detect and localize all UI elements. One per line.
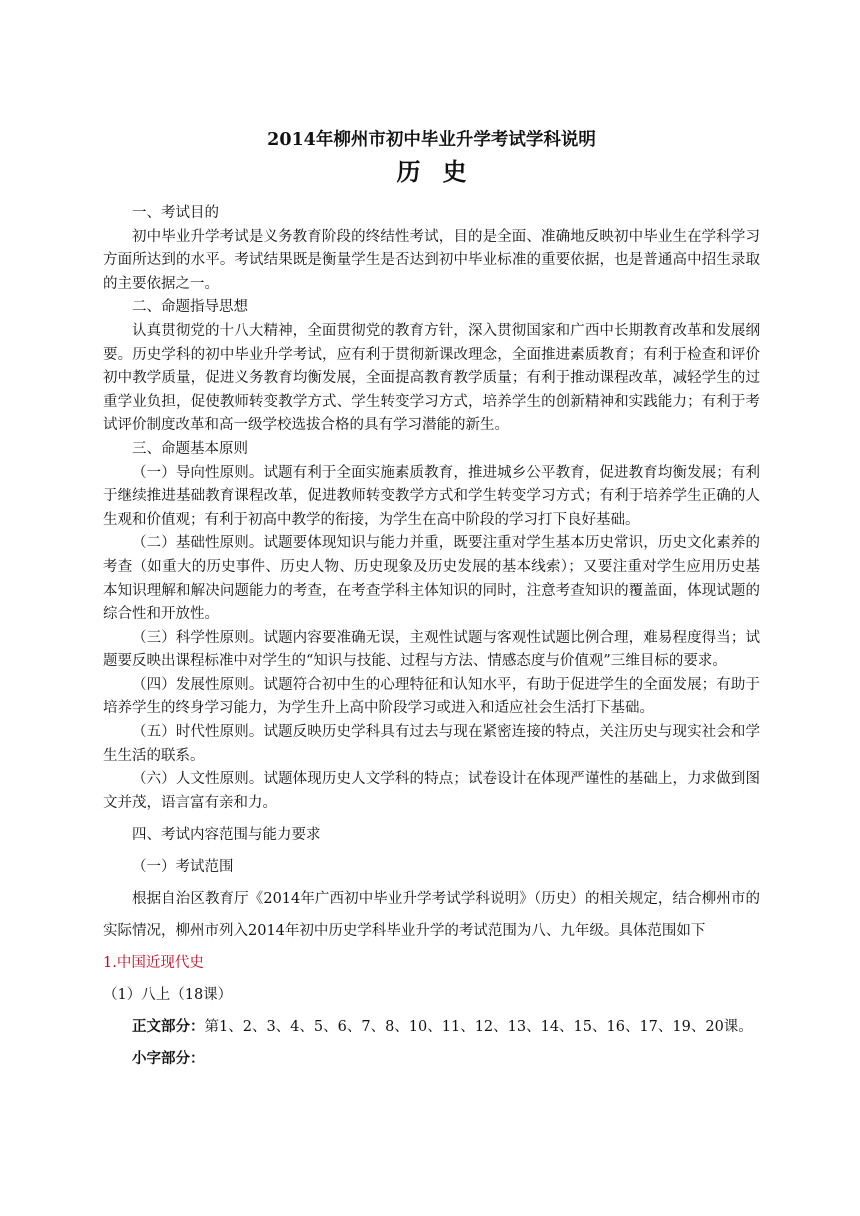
principle-basic: （二）基础性原则。试题要体现知识与能力并重，既要注重对学生基本历史常识，历史文化素养的考查（如重大的历史事件、历史人物、历史现象及历史发展的基本线索）；又要注重对学生应用历史基本知识理解和解决问题能力的考查，在考查学科主体知识的同时，注意考查知识的覆盖面，体现试题的综合性和开放性。 (103, 535, 760, 623)
main-text-lessons: 第1、2、3、4、5、6、7、8、10、11、12、13、14、15、16、17、19、20课。 (204, 1019, 753, 1036)
modern-chinese-history-heading: 1.中国近现代史 (103, 955, 204, 972)
subject-title: 历史 (396, 157, 489, 186)
section-1-heading: 一、考试目的 (132, 205, 219, 221)
section-4-paragraph: 根据自治区教育厅《2014年广西初中毕业升学考试学科说明》（历史）的相关规定，结合柳州市的实际情况，柳州市列入2014年初中历史学科毕业升学的考试范围为八、九年级。具体范围如下 (103, 891, 760, 940)
principle-guidance: （一）导向性原则。试题有利于全面实施素质教育，推进城乡公平教育，促进教育均衡发展；有利于继续推进基础教育课程改革，促进教师转变教学方式和学生转变学习方式；有利于培养学生正确的人生观和价值观；有利于初高中教学的衔接，为学生在高中阶段的学习打下良好基础。 (103, 464, 760, 528)
section-2-heading: 二、命题指导思想 (132, 299, 248, 316)
main-text-label: 正文部分： (132, 1018, 205, 1036)
main-text-line (103, 1011, 760, 1043)
section-4-heading: 四、考试内容范围与能力要求 (132, 827, 321, 844)
small-text-line (103, 1043, 760, 1075)
document-body (103, 126, 760, 1075)
principle-development: （四）发展性原则。试题符合初中生的心理特征和认知水平，有助于促进学生的全面发展；有助于培养学生的终身学习能力，为学生升上高中阶段学习或进入和适应社会生活打下基础。 (103, 676, 760, 717)
grade8-first-term-item: （1）八上（18课） (103, 987, 233, 1004)
principle-humanistic: （六）人文性原则。试题体现历史人文学科的特点；试卷设计在体现严谨性的基础上，力求做到图文并茂，语言富有亲和力。 (103, 771, 760, 811)
section-3-heading: 三、命题基本原则 (132, 440, 248, 457)
principle-scientific: （三）科学性原则。试题内容要准确无误，主观性试题与客观性试题比例合理，难易程度得当；试题要反映出课程标准中对学生的“知识与技能、过程与方法、情感态度与价值观”三维目标的要求。 (103, 629, 760, 670)
section-1-paragraph: 初中毕业升学考试是义务教育阶段的终结性考试，目的是全面、准确地反映初中毕业生在学科学习方面所达到的水平。考试结果既是衡量学生是否达到初中毕业标准的重要依据，也是普通高中招生录取的主要依据之一。 (103, 228, 760, 292)
principle-timeliness: （五）时代性原则。试题反映历史学科具有过去与现在紧密连接的特点，关注历史与现实社会和学生生活的联系。 (103, 724, 760, 764)
section-2-paragraph: 认真贯彻党的十八大精神，全面贯彻党的教育方针，深入贯彻国家和广西中长期教育改革和发展纲要。历史学科的初中毕业升学考试，应有利于贯彻新课改理念，全面推进素质教育；有利于检查和评价初中教学质量，促进义务教育均衡发展，全面提高教育教学质量；有利于推动课程改革，减轻学生的过重学业负担，促使教师转变教学方式、学生转变学习方式，培养学生的创新精神和实践能力；有利于考试评价制度改革和高一级学校选拔合格的具有学习潜能的新生。 (103, 322, 760, 434)
document-title: 2014年柳州市初中毕业升学考试学科说明 (267, 130, 596, 150)
section-4-subheading: （一）考试范围 (132, 859, 234, 876)
small-text-label: 小字部分： (132, 1050, 205, 1068)
